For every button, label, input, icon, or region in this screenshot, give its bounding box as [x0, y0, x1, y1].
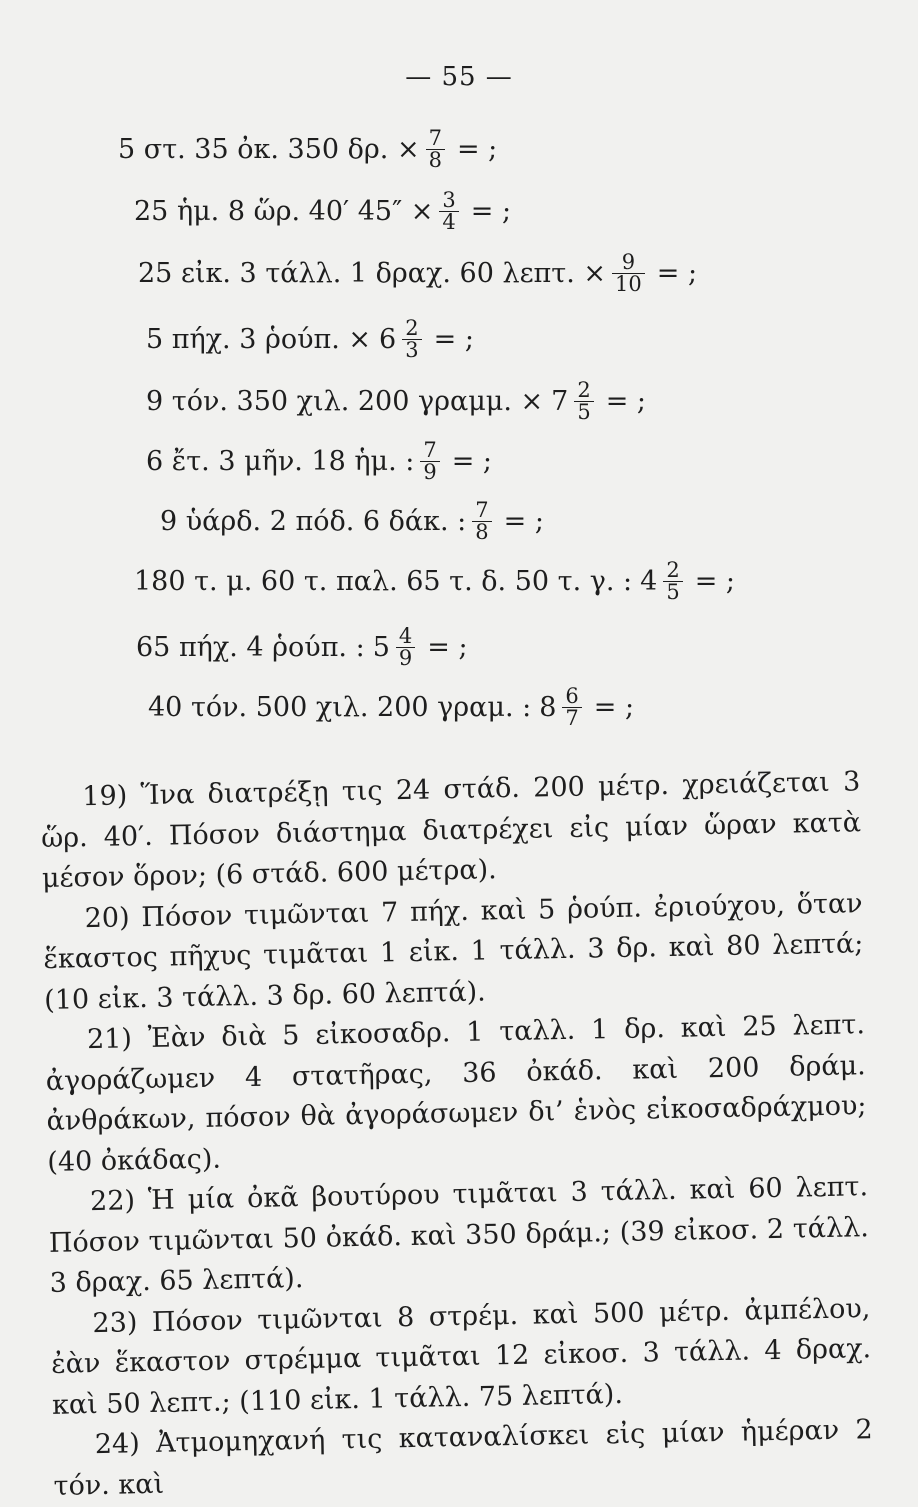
exercise-text: 25 εἰκ. 3 τάλλ. 1 δραχ. 60 λεπτ. × — [138, 258, 607, 289]
fraction — [420, 440, 439, 483]
fraction — [574, 380, 593, 423]
fraction — [472, 500, 491, 543]
exercise-text: 180 τ. μ. 60 τ. παλ. 65 τ. δ. 50 τ. γ. : — [134, 566, 633, 597]
equals-sign: = ; — [451, 446, 493, 477]
exercise-text: 5 στ. 35 ὀκ. 350 δρ. × — [118, 134, 420, 165]
fraction-denominator: 5 — [663, 581, 682, 603]
fraction-denominator: 8 — [472, 521, 491, 543]
equals-sign: = ; — [694, 566, 736, 597]
fraction-numerator: 4 — [398, 624, 413, 648]
exercise-line — [118, 128, 497, 171]
whole-number: 5 — [372, 632, 390, 663]
whole-number: 4 — [640, 566, 658, 597]
fraction — [612, 252, 645, 295]
exercise-text: 65 πήχ. 4 ῥούπ. : — [136, 632, 365, 663]
exercise-text: 25 ἡμ. 8 ὥρ. 40′ 45″ × — [134, 196, 434, 227]
equals-sign: = ; — [456, 134, 498, 165]
problem-24: 24) Ἀτμομηχανή τις καταναλίσκει εἰς μίαν ἡμέραν 2 τόν. καὶ — [53, 1414, 873, 1502]
fraction-denominator: 9 — [420, 461, 439, 483]
fraction-numerator: 9 — [621, 250, 636, 274]
problem-19: 19) Ἵνα διατρέξῃ τις 24 στάδ. 200 μέτρ. χρειάζεται 3 ὥρ. 40′. Πόσον διάστημα διατρέχει εἰς μίαν ὥραν κατὰ μέσον ὅρον; (6 στάδ. 600 μέτρα). — [40, 766, 862, 894]
fraction-denominator: 7 — [562, 707, 581, 729]
equals-sign: = ; — [503, 506, 544, 537]
fraction-numerator: 7 — [428, 126, 442, 150]
exercise-line — [134, 560, 735, 603]
whole-number: 8 — [539, 692, 557, 723]
exercise-line — [146, 318, 474, 361]
exercise-line — [138, 252, 697, 295]
exercise-line — [146, 380, 646, 423]
fraction-numerator: 7 — [475, 498, 489, 522]
problem-21: 21) Ἐὰν διὰ 5 εἰκοσαδρ. 1 ταλλ. 1 δρ. καὶ 25 λεπτ. ἀγοράζωμεν 4 στατῆρας, 36 ὀκάδ. καὶ 200 δράμ. ἀνθράκων, πόσον θὰ ἀγοράσωμεν δι’ ἑνὸς εἰκοσαδράχμου; (40 ὀκάδας). — [45, 1009, 867, 1178]
exercise-text: 5 πήχ. 3 ῥούπ. × — [146, 324, 372, 355]
equals-sign: = ; — [470, 196, 512, 227]
exercise-line — [146, 440, 492, 483]
whole-number: 6 — [379, 324, 397, 355]
fraction-denominator: 8 — [426, 149, 445, 171]
whole-number: 7 — [551, 386, 569, 417]
exercise-line — [134, 190, 511, 233]
fraction — [396, 626, 415, 669]
fraction-numerator: 6 — [565, 684, 579, 708]
exercise-text: 9 ὑάρδ. 2 πόδ. 6 δάκ. : — [160, 506, 467, 537]
page-number: — 55 — — [405, 62, 513, 92]
equals-sign: = ; — [656, 258, 698, 289]
problem-20: 20) Πόσον τιμῶνται 7 πήχ. καὶ 5 ῥούπ. ἐριούχου, ὅταν ἕκαστος πῆχυς τιμᾶται 1 εἰκ. 1 τάλλ. 3 δρ. καὶ 80 λεπτά; (10 εἰκ. 3 τάλλ. 3 δρ. 60 λεπτά). — [43, 887, 864, 1016]
fraction — [426, 128, 445, 171]
exercise-line — [148, 686, 634, 729]
exercise-text: 6 ἔτ. 3 μῆν. 18 ἡμ. : — [146, 446, 415, 477]
fraction-numerator: 2 — [405, 316, 419, 340]
fraction — [439, 190, 458, 233]
fraction — [663, 560, 682, 603]
problem-23: 23) Πόσον τιμῶνται 8 στρέμ. καὶ 500 μέτρ. ἀμπέλου, ἐὰν ἕκαστον στρέμμα τιμᾶται 12 εἰκοσ. 3 τάλλ. 4 δραχ. καὶ 50 λεπτ.; (110 εἰκ. 1 τάλλ. 75 λεπτά). — [50, 1292, 872, 1421]
fraction-denominator: 4 — [439, 211, 458, 233]
fraction — [562, 686, 581, 729]
equals-sign: = ; — [427, 632, 468, 663]
exercise-text: 40 τόν. 500 χιλ. 200 γραμ. : — [148, 692, 532, 723]
equals-sign: = ; — [593, 692, 635, 723]
fraction — [402, 318, 421, 361]
fraction-denominator: 5 — [574, 401, 593, 423]
problem-22: 22) Ἡ μία ὀκᾶ βουτύρου τιμᾶται 3 τάλλ. καὶ 60 λεπτ. Πόσον τιμῶνται 50 ὀκάδ. καὶ 350 δράμ.; (39 εἰκοσ. 2 τάλλ. 3 δραχ. 65 λεπτά). — [48, 1171, 870, 1299]
fraction-numerator: 2 — [577, 378, 591, 402]
exercise-text: 9 τόν. 350 χιλ. 200 γραμμ. × — [146, 386, 544, 417]
fraction-denominator: 9 — [396, 647, 415, 669]
fraction-denominator: 10 — [612, 273, 645, 295]
fraction-numerator: 2 — [666, 558, 680, 582]
equals-sign: = ; — [605, 386, 646, 417]
fraction-numerator: 3 — [442, 188, 456, 212]
exercise-line — [136, 626, 468, 669]
fraction-denominator: 3 — [402, 339, 421, 361]
fraction-numerator: 7 — [423, 438, 437, 462]
word-problems — [40, 762, 874, 1507]
equals-sign: = ; — [433, 324, 474, 355]
exercise-line — [160, 500, 544, 543]
